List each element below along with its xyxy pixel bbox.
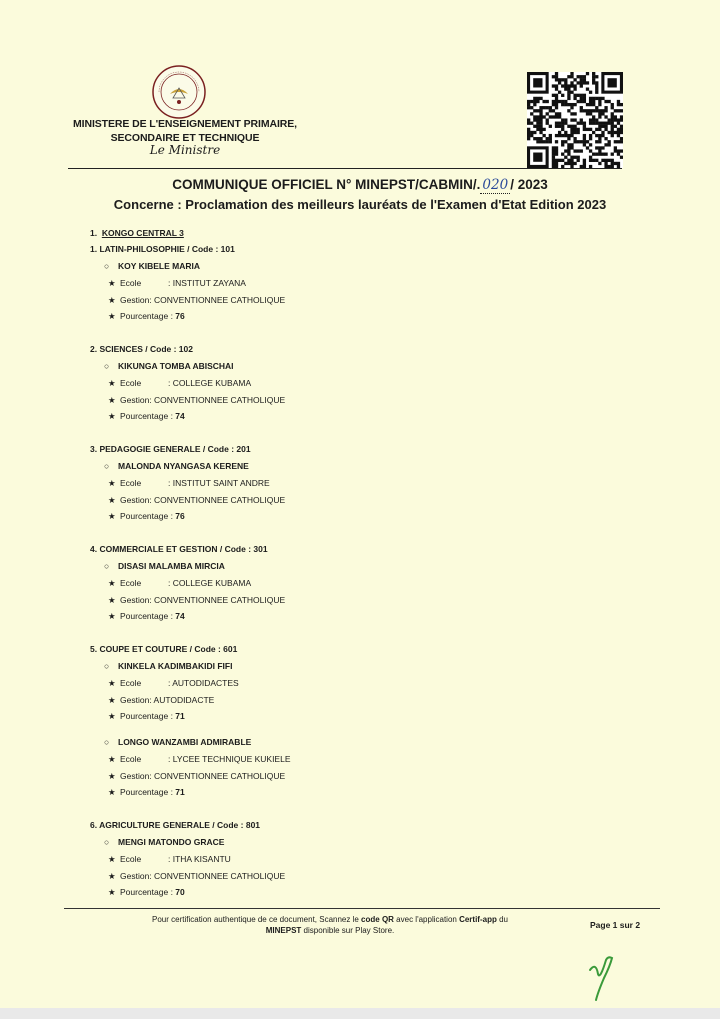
percentage-value: 74 <box>175 411 185 421</box>
percentage-row <box>108 411 185 422</box>
ecole-value: : LYCEE TECHNIQUE KUKIELE <box>168 754 291 764</box>
laureate-name <box>104 361 234 371</box>
detail-label: Ecole <box>120 678 142 688</box>
footer-app-name: Certif-app <box>459 915 497 924</box>
school-row <box>108 478 270 489</box>
star-bullet-icon: ★ <box>108 594 116 605</box>
ministry-line-2: SECONDAIRE ET TECHNIQUE <box>110 132 260 144</box>
region-number: 1. <box>90 228 98 238</box>
detail-label: Gestion <box>120 694 150 705</box>
circle-bullet-icon: ○ <box>104 461 110 471</box>
handwritten-initial-icon <box>588 952 622 1002</box>
star-bullet-icon: ★ <box>108 578 116 588</box>
separator: : <box>168 411 176 421</box>
detail-label: Gestion <box>120 870 150 881</box>
star-bullet-icon: ★ <box>108 294 116 305</box>
laureate-name-text: MENGI MATONDO GRACE <box>118 837 225 847</box>
footer-text-part: Pour certification authentique de ce document, Scannez le <box>152 915 362 924</box>
school-row <box>108 278 246 289</box>
section-title: 6. AGRICULTURE GENERALE / Code : 801 <box>90 820 261 830</box>
footer-text-part: du <box>496 915 508 924</box>
page-bottom-edge <box>0 1008 720 1019</box>
detail-label: Gestion <box>120 594 150 605</box>
separator: : <box>168 787 176 797</box>
ecole-value: : AUTODIDACTES <box>168 678 239 688</box>
laureate-name-text: KOY KIBELE MARIA <box>118 261 201 271</box>
detail-label: Pourcentage <box>120 311 169 321</box>
ecole-value: : ITHA KISANTU <box>168 854 231 864</box>
gestion-value: : CONVENTIONNEE CATHOLIQUE <box>149 594 286 605</box>
header-divider <box>68 168 622 169</box>
percentage-row <box>108 711 185 722</box>
gestion-value: : CONVENTIONNEE CATHOLIQUE <box>149 770 286 781</box>
star-bullet-icon: ★ <box>108 311 116 321</box>
detail-label: Pourcentage <box>120 787 169 797</box>
circle-bullet-icon: ○ <box>104 261 110 271</box>
management-row <box>108 295 285 306</box>
section-title: 2. SCIENCES / Code : 102 <box>90 344 193 354</box>
detail-label: Pourcentage <box>120 511 169 521</box>
laureate-name-text: MALONDA NYANGASA KERENE <box>118 461 249 471</box>
separator: : <box>168 511 176 521</box>
percentage-row <box>108 887 185 898</box>
detail-label: Pourcentage <box>120 411 169 421</box>
page-number: Page 1 sur 2 <box>590 920 641 930</box>
circle-bullet-icon: ○ <box>104 737 110 747</box>
laureate-name <box>104 837 224 847</box>
detail-label: Ecole <box>120 854 142 864</box>
star-bullet-icon: ★ <box>108 854 116 864</box>
gestion-value: : CONVENTIONNEE CATHOLIQUE <box>149 394 286 405</box>
management-row <box>108 871 285 882</box>
laureate-name-text: KINKELA KADIMBAKIDI FIFI <box>118 661 233 671</box>
ecole-value: : COLLEGE KUBAMA <box>168 578 252 588</box>
circle-bullet-icon: ○ <box>104 661 110 671</box>
circle-bullet-icon: ○ <box>104 561 110 571</box>
circle-bullet-icon: ○ <box>104 361 110 371</box>
footer-divider <box>64 908 660 909</box>
separator: : <box>168 711 176 721</box>
management-row <box>108 495 285 506</box>
star-bullet-icon: ★ <box>108 511 116 521</box>
percentage-value: 71 <box>175 787 185 797</box>
star-bullet-icon: ★ <box>108 694 116 705</box>
section-title: 3. PEDAGOGIE GENERALE / Code : 201 <box>90 444 251 454</box>
title-prefix: COMMUNIQUE OFFICIEL N° MINEPST/CABMIN/. <box>172 177 481 192</box>
detail-label: Gestion <box>120 394 150 405</box>
management-row <box>108 595 285 606</box>
laureate-name-text: KIKUNGA TOMBA ABISCHAI <box>118 361 234 371</box>
percentage-value: 76 <box>175 311 185 321</box>
star-bullet-icon: ★ <box>108 494 116 505</box>
detail-label: Pourcentage <box>120 887 169 897</box>
star-bullet-icon: ★ <box>108 770 116 781</box>
footer-ministry-name: MINEPST <box>265 926 302 935</box>
star-bullet-icon: ★ <box>108 787 116 797</box>
circle-bullet-icon: ○ <box>104 837 110 847</box>
laureate-name <box>104 461 249 471</box>
percentage-value: 70 <box>175 887 185 897</box>
percentage-row <box>108 311 185 322</box>
minister-signature-label: Le Ministre <box>149 143 221 157</box>
detail-label: Gestion <box>120 494 150 505</box>
section-title: 4. COMMERCIALE ET GESTION / Code : 301 <box>90 544 268 554</box>
star-bullet-icon: ★ <box>108 394 116 405</box>
handwritten-reference-number: 020 <box>482 177 509 193</box>
ecole-value: : COLLEGE KUBAMA <box>168 378 252 388</box>
star-bullet-icon: ★ <box>108 478 116 488</box>
ecole-value: : INSTITUT ZAYANA <box>168 278 246 288</box>
laureate-name <box>104 561 225 571</box>
detail-label: Ecole <box>120 754 142 764</box>
laureate-name <box>104 261 200 271</box>
detail-label: Ecole <box>120 378 142 388</box>
region-name: KONGO CENTRAL 3 <box>101 228 184 238</box>
gestion-value: : CONVENTIONNEE CATHOLIQUE <box>149 870 286 881</box>
school-row <box>108 678 239 689</box>
footer-certification-text <box>130 914 530 936</box>
star-bullet-icon: ★ <box>108 711 116 721</box>
separator: : <box>168 887 176 897</box>
detail-label: Ecole <box>120 278 142 288</box>
management-row <box>108 395 285 406</box>
percentage-row <box>108 787 185 798</box>
detail-label: Ecole <box>120 478 142 488</box>
detail-label: Pourcentage <box>120 611 169 621</box>
ministry-name <box>60 117 310 145</box>
star-bullet-icon: ★ <box>108 754 116 764</box>
separator: : <box>168 311 176 321</box>
separator: : <box>168 611 176 621</box>
school-row <box>108 578 251 589</box>
laureate-name-text: DISASI MALAMBA MIRCIA <box>118 561 225 571</box>
laureate-name-text: LONGO WANZAMBI ADMIRABLE <box>118 737 252 747</box>
percentage-value: 74 <box>175 611 185 621</box>
school-row <box>108 854 231 865</box>
footer-text-part: avec l'application <box>393 915 460 924</box>
ecole-value: : INSTITUT SAINT ANDRE <box>168 478 270 488</box>
star-bullet-icon: ★ <box>108 611 116 621</box>
communique-title <box>0 177 720 193</box>
section-title: 1. LATIN-PHILOSOPHIE / Code : 101 <box>90 244 235 254</box>
section-title: 5. COUPE ET COUTURE / Code : 601 <box>90 644 238 654</box>
gestion-value: : AUTODIDACTE <box>149 694 215 705</box>
gestion-value: : CONVENTIONNEE CATHOLIQUE <box>149 294 286 305</box>
laureate-name <box>104 737 251 747</box>
star-bullet-icon: ★ <box>108 411 116 421</box>
footer-qr-label: code QR <box>361 915 394 924</box>
star-bullet-icon: ★ <box>108 678 116 688</box>
ministry-seal-icon <box>151 64 207 120</box>
management-row <box>108 695 214 706</box>
qr-code-icon <box>527 72 623 168</box>
school-row <box>108 754 291 765</box>
percentage-value: 76 <box>175 511 185 521</box>
detail-label: Gestion <box>120 294 150 305</box>
star-bullet-icon: ★ <box>108 278 116 288</box>
laureate-name <box>104 661 232 671</box>
region-heading <box>90 228 184 238</box>
detail-label: Pourcentage <box>120 711 169 721</box>
footer-text-part: disponible sur Play Store. <box>301 926 395 935</box>
detail-label: Gestion <box>120 770 150 781</box>
concerne-line: Concerne : Proclamation des meilleurs lauréats de l'Examen d'Etat Edition 2023 <box>113 197 607 212</box>
star-bullet-icon: ★ <box>108 378 116 388</box>
title-suffix: / 2023 <box>510 177 548 192</box>
management-row <box>108 771 285 782</box>
school-row <box>108 378 251 389</box>
detail-label: Ecole <box>120 578 142 588</box>
percentage-row <box>108 611 185 622</box>
star-bullet-icon: ★ <box>108 870 116 881</box>
ministry-line-1: MINISTERE DE L'ENSEIGNEMENT PRIMAIRE, <box>73 118 297 130</box>
gestion-value: : CONVENTIONNEE CATHOLIQUE <box>149 494 286 505</box>
star-bullet-icon: ★ <box>108 887 116 897</box>
percentage-row <box>108 511 185 522</box>
percentage-value: 71 <box>175 711 185 721</box>
